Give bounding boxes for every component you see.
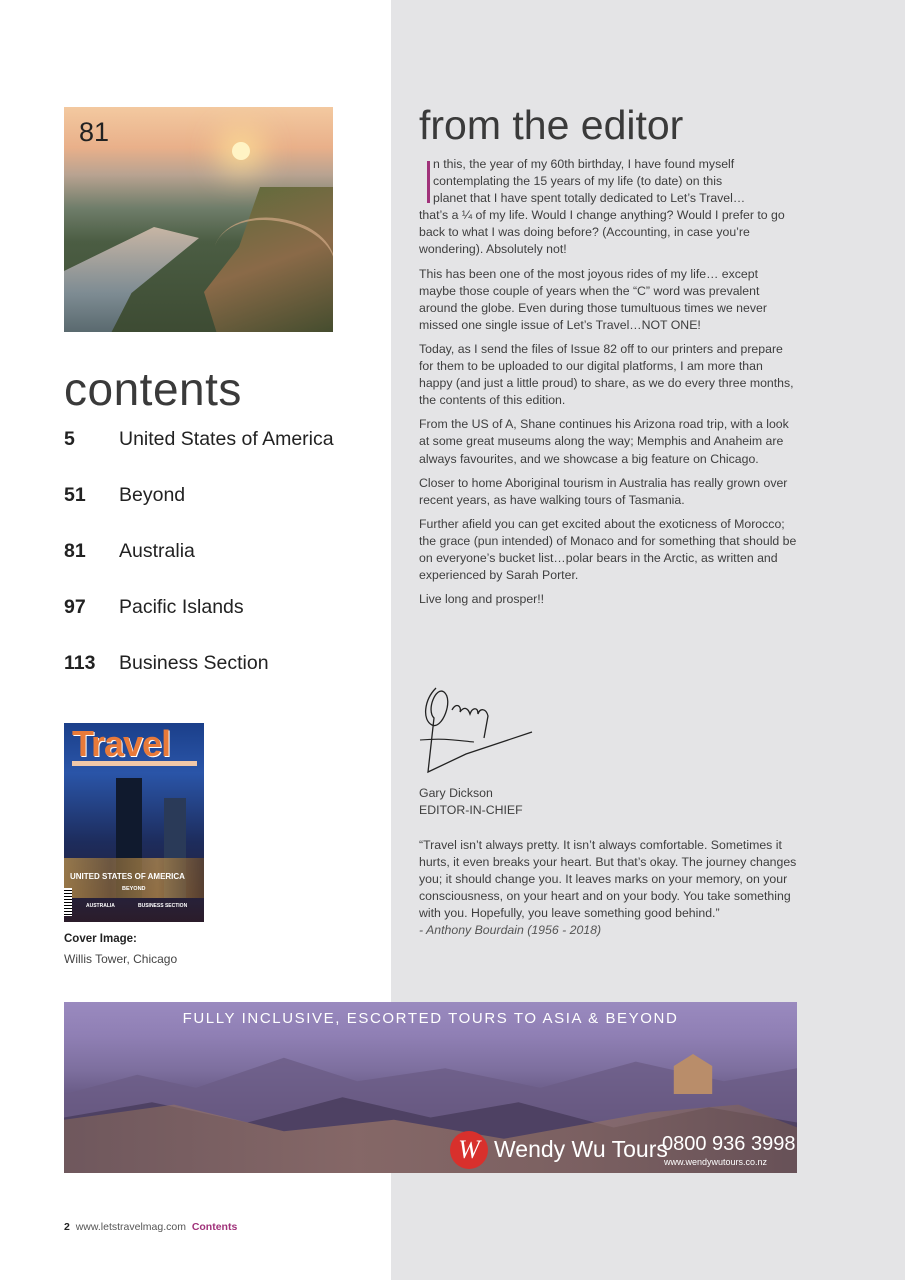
banner-phone[interactable]: 0800 936 3998 xyxy=(662,1133,796,1155)
table-of-contents xyxy=(64,428,384,708)
footer-page-number: 2 xyxy=(64,1221,70,1233)
editor-paragraph: From the US of A, Shane continues his Arizona road trip, with a look at some great museums along the way; Memphis and Anaheim are always favourites, and we showcase a big feature on Chicago. xyxy=(419,417,789,466)
toc-page-number: 81 xyxy=(64,540,86,562)
banner-watchtower xyxy=(669,1054,717,1094)
editor-paragraph: Live long and prosper!! xyxy=(419,592,545,607)
toc-label: Australia xyxy=(119,540,195,562)
cover-subhead: BEYOND xyxy=(122,886,146,892)
editor-paragraph: Today, as I send the files of Issue 82 off to our printers and prepare for them to be uploaded to our digital platforms, I am more than happy (and just a little proud) to share, as we do every three months, the contents of this edition. xyxy=(419,341,794,408)
quote-author: - Anthony Bourdain (1956 - 2018) xyxy=(419,923,602,938)
page-footer xyxy=(64,1221,237,1233)
signature-name: Gary Dickson xyxy=(419,786,493,800)
toc-page-number: 113 xyxy=(64,652,96,674)
cover-masthead: Travel xyxy=(72,723,171,764)
signature-block xyxy=(419,785,523,819)
quote-text: “Travel isn’t always pretty. It isn’t always comfortable. Sometimes it hurts, it even breaks your heart. But that’s okay. The journey changes you; it should change you. It leaves marks on your memory, on your consciousness, on your heart and on your body. You take something with you. Hopefully, you leave something good behind.” xyxy=(419,838,797,921)
quote-block xyxy=(419,837,799,940)
cover-subhead: BUSINESS SECTION xyxy=(138,903,188,909)
toc-item[interactable] xyxy=(64,652,384,708)
toc-page-number: 97 xyxy=(64,596,86,618)
editor-line: that’s a ¼ of my life. Would I change anything? Would I prefer to go back to what I was doing before? (Accounting, in case you’re wondering). Absolutely not! xyxy=(419,208,785,257)
banner-brand: Wendy Wu Tours xyxy=(494,1136,668,1162)
toc-label: Pacific Islands xyxy=(119,596,244,618)
banner-headline: FULLY INCLUSIVE, ESCORTED TOURS TO ASIA & BEYOND xyxy=(182,1010,679,1027)
hero-photo xyxy=(64,107,333,332)
editor-line: n this, the year of my 60th birthday, I have found myself xyxy=(433,157,735,171)
signature-role: EDITOR-IN-CHIEF xyxy=(419,803,523,817)
banner-url[interactable]: www.wendywutours.co.nz xyxy=(664,1157,768,1167)
contents-title: contents xyxy=(64,363,242,415)
toc-label: Business Section xyxy=(119,652,269,674)
editor-body xyxy=(419,156,797,615)
toc-label: United States of America xyxy=(119,428,334,450)
river-shape xyxy=(64,227,214,332)
signature-image xyxy=(414,680,534,778)
toc-page-number: 5 xyxy=(64,428,75,450)
editor-title: from the editor xyxy=(419,102,684,148)
cover-image xyxy=(64,723,204,922)
toc-item[interactable] xyxy=(64,428,384,484)
cover-headline: UNITED STATES OF AMERICA xyxy=(70,872,185,881)
cover-subhead: AUSTRALIA xyxy=(86,903,115,909)
toc-item[interactable] xyxy=(64,596,384,652)
toc-item[interactable] xyxy=(64,540,384,596)
toc-item[interactable] xyxy=(64,484,384,540)
editor-paragraph: Further afield you can get excited about the exoticness of Morocco; the grace (pun intended) of Monaco and for something that should be on everyone’s bucket list…polar bears in the Arctic, as written and experienced by Sarah Porter. xyxy=(419,516,797,583)
footer-section: Contents xyxy=(191,1221,238,1233)
editor-paragraph: This has been one of the most joyous rides of my life… except maybe those couple of years when the “C” word was prevalent around the globe. Even during those tumultuous times we never missed one single issue of Let’s Travel…NOT ONE! xyxy=(419,266,767,332)
toc-label: Beyond xyxy=(119,484,186,506)
footer-site[interactable]: www.letstravelmag.com xyxy=(75,1221,186,1233)
editor-paragraph: Closer to home Aboriginal tourism in Australia has really grown over recent years, as have walking tours of Tasmania. xyxy=(419,475,788,507)
cover-caption-text: Willis Tower, Chicago xyxy=(64,952,178,966)
toc-page-number: 51 xyxy=(64,484,86,506)
editor-paragraph xyxy=(419,156,797,259)
cover-caption-title: Cover Image: xyxy=(64,933,137,945)
editor-line: planet that I have spent totally dedicated to Let’s Travel… xyxy=(433,191,746,206)
editor-line: contemplating the 15 years of my life (to date) on this xyxy=(433,174,723,189)
cover-barcode xyxy=(64,888,72,916)
photo-page-number: 81 xyxy=(79,117,110,147)
advertisement-banner[interactable] xyxy=(64,1002,797,1173)
sun-shape xyxy=(232,142,250,160)
wendy-wu-logo-icon: W xyxy=(450,1131,488,1169)
